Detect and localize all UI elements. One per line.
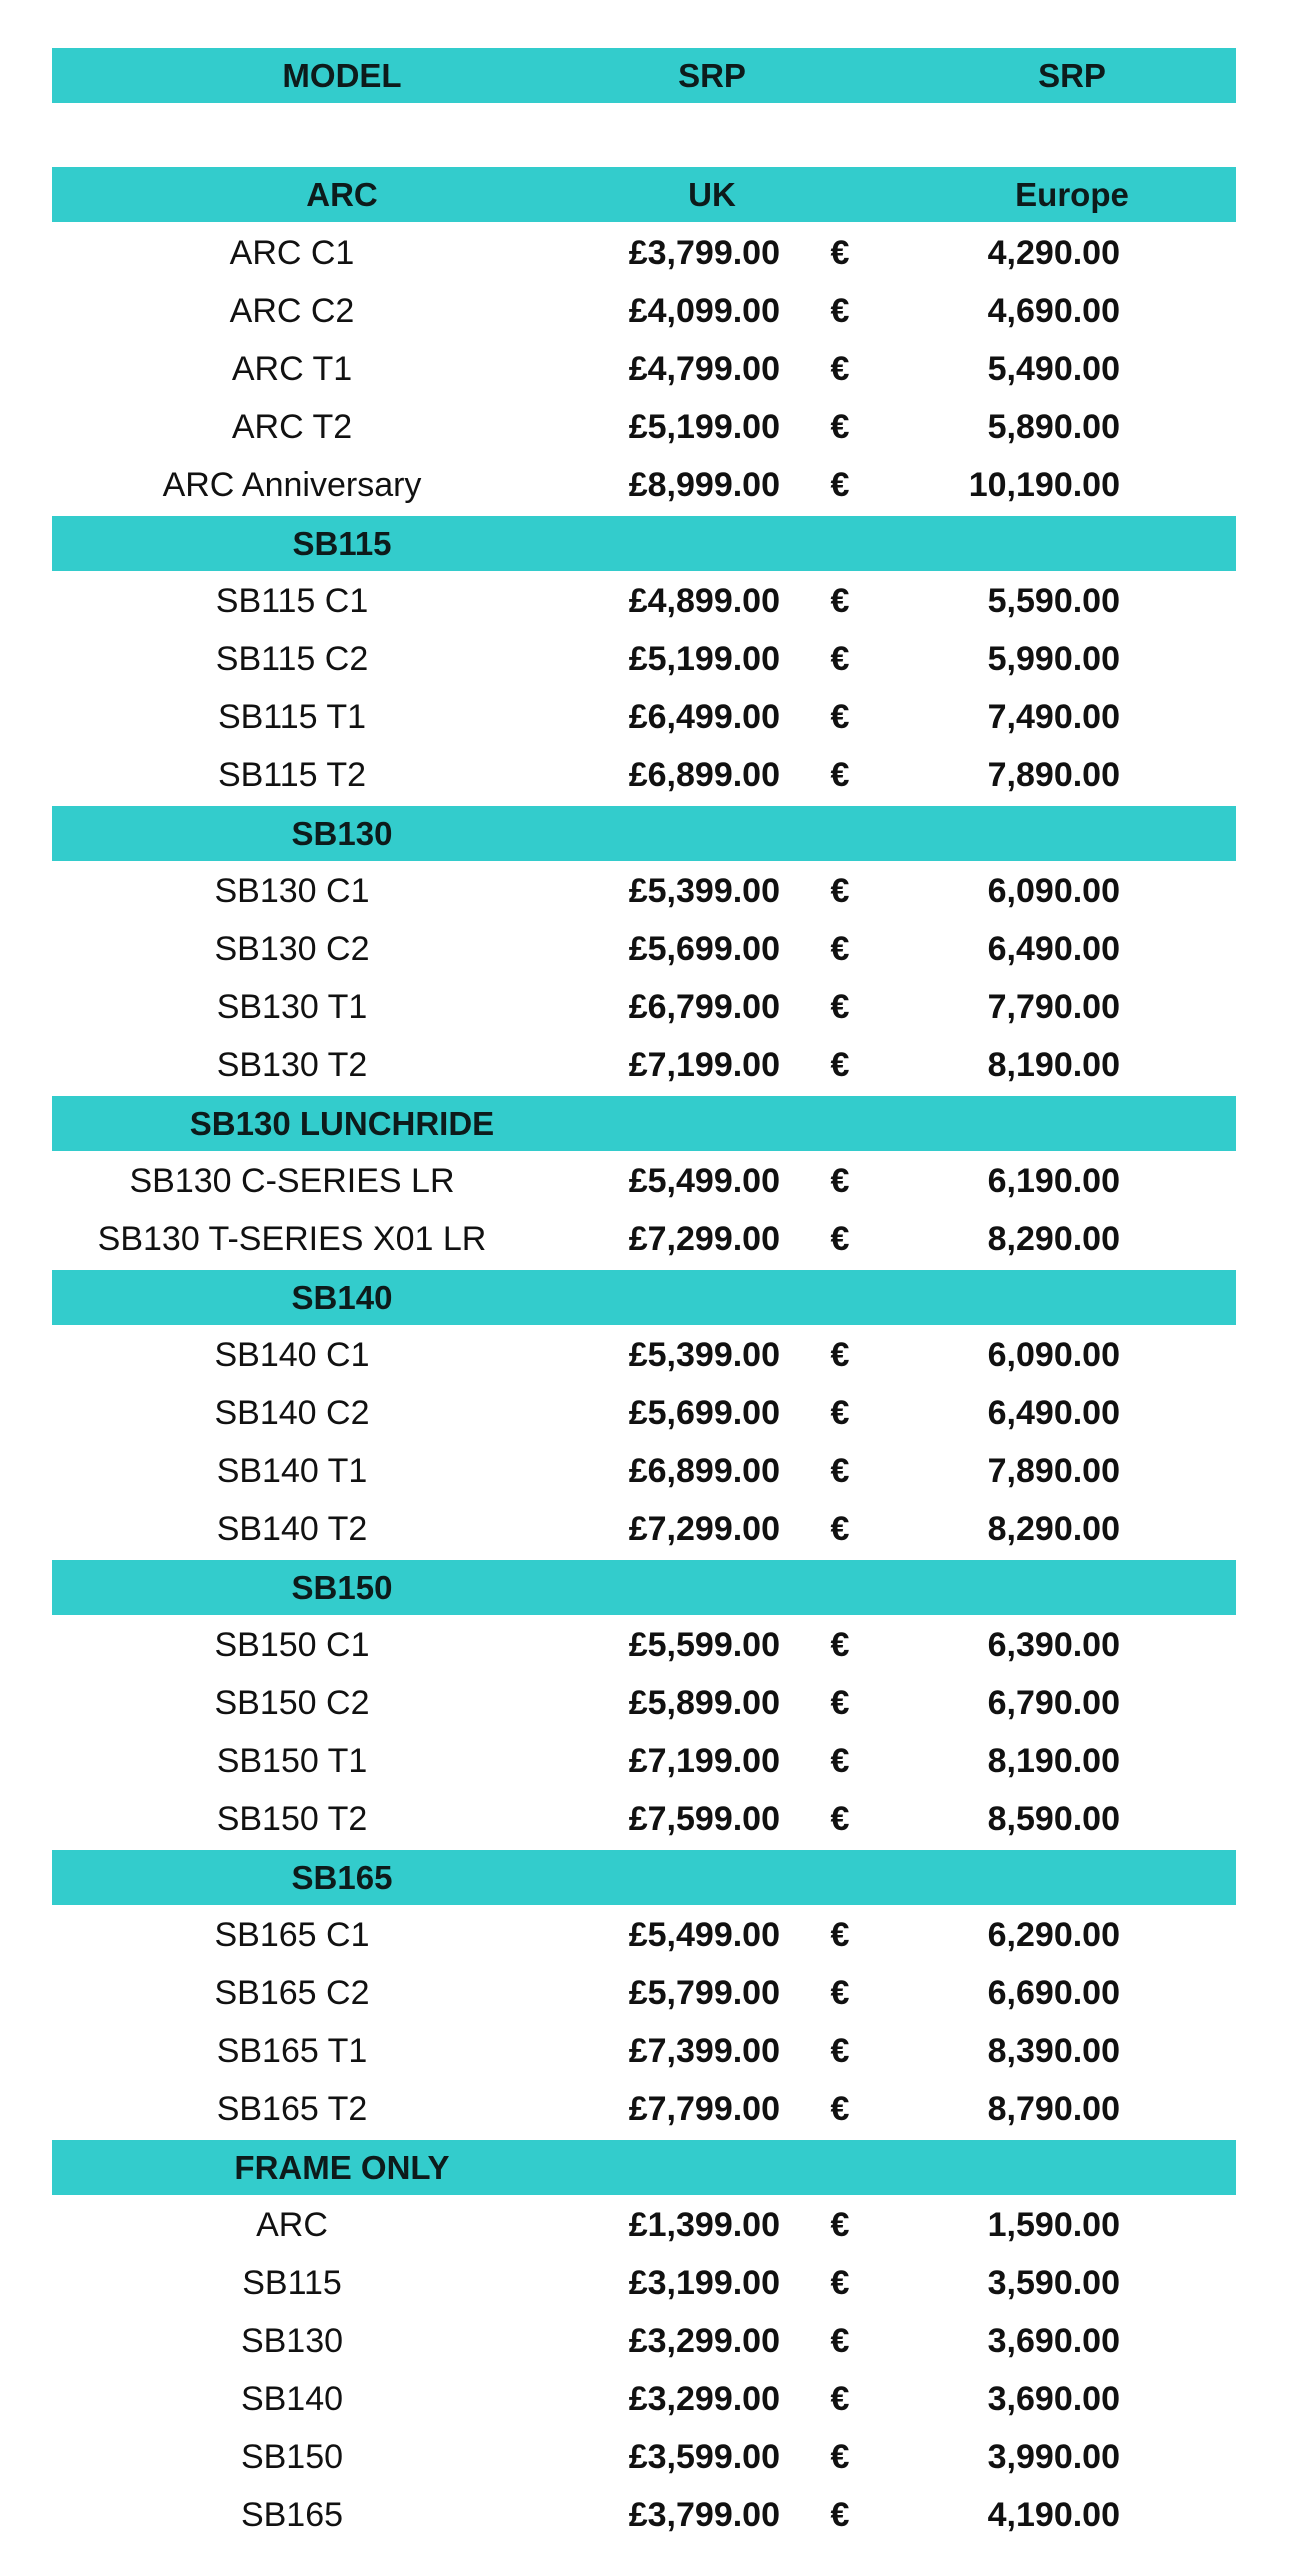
price-uk: £4,899.00 (628, 581, 780, 620)
header-model: MODEL (282, 56, 402, 94)
table-row (0, 2428, 1300, 2486)
table-row (0, 1906, 1300, 1964)
subheader-uk: UK (688, 175, 736, 213)
model-name: ARC C2 (229, 291, 355, 330)
table-row (0, 1036, 1300, 1094)
euro-symbol: € (830, 1335, 850, 1374)
model-name: SB150 T1 (216, 1741, 368, 1780)
model-name: ARC (256, 2205, 328, 2244)
euro-symbol: € (830, 1509, 850, 1548)
model-name: SB130 T1 (216, 987, 368, 1026)
price-uk: £4,099.00 (628, 291, 780, 330)
table-row (0, 2254, 1300, 2312)
euro-symbol: € (830, 697, 850, 736)
table-row (0, 2312, 1300, 2370)
price-europe: 1,590.00 (987, 2205, 1120, 2244)
price-uk: £5,499.00 (628, 1915, 780, 1954)
price-uk: £7,199.00 (628, 1741, 780, 1780)
euro-symbol: € (830, 2031, 850, 2070)
table-subheader-bar (52, 167, 1236, 222)
table-row (0, 1964, 1300, 2022)
model-name: SB130 C1 (214, 871, 370, 910)
table-row (0, 398, 1300, 456)
table-row (0, 1384, 1300, 1442)
price-uk: £5,199.00 (628, 639, 780, 678)
table-row (0, 1210, 1300, 1268)
model-name: ARC C1 (229, 233, 355, 272)
price-europe: 10,190.00 (968, 465, 1120, 504)
price-europe: 8,190.00 (987, 1045, 1120, 1084)
table-row (0, 862, 1300, 920)
table-row (0, 282, 1300, 340)
table-row (0, 572, 1300, 630)
price-europe: 6,190.00 (987, 1161, 1120, 1200)
table-row (0, 2080, 1300, 2138)
model-name: ARC T1 (231, 349, 353, 388)
table-row (0, 978, 1300, 1036)
price-europe: 7,790.00 (987, 987, 1120, 1026)
euro-symbol: € (830, 465, 850, 504)
header-srp-uk: SRP (678, 56, 746, 94)
euro-symbol: € (830, 1625, 850, 1664)
price-europe: 4,190.00 (987, 2495, 1120, 2534)
euro-symbol: € (830, 1683, 850, 1722)
table-row (0, 1732, 1300, 1790)
table-row (0, 2370, 1300, 2428)
price-europe: 8,390.00 (987, 2031, 1120, 2070)
price-europe: 4,690.00 (987, 291, 1120, 330)
price-uk: £5,499.00 (628, 1161, 780, 1200)
price-europe: 7,490.00 (987, 697, 1120, 736)
table-row (0, 1442, 1300, 1500)
model-name: SB140 T2 (216, 1509, 368, 1548)
price-europe: 3,990.00 (987, 2437, 1120, 2476)
price-europe: 5,890.00 (987, 407, 1120, 446)
euro-symbol: € (830, 987, 850, 1026)
section-header-bar (52, 516, 1236, 571)
price-europe: 8,290.00 (987, 1219, 1120, 1258)
euro-symbol: € (830, 2263, 850, 2302)
euro-symbol: € (830, 407, 850, 446)
price-uk: £6,899.00 (628, 1451, 780, 1490)
price-uk: £5,799.00 (628, 1973, 780, 2012)
price-uk: £4,799.00 (628, 349, 780, 388)
table-row (0, 1790, 1300, 1848)
price-europe: 6,790.00 (987, 1683, 1120, 1722)
price-europe: 6,390.00 (987, 1625, 1120, 1664)
model-name: SB150 C1 (214, 1625, 370, 1664)
price-europe: 7,890.00 (987, 755, 1120, 794)
model-name: SB165 C2 (214, 1973, 370, 2012)
euro-symbol: € (830, 755, 850, 794)
price-uk: £8,999.00 (628, 465, 780, 504)
euro-symbol: € (830, 1741, 850, 1780)
price-uk: £3,599.00 (628, 2437, 780, 2476)
price-uk: £7,299.00 (628, 1509, 780, 1548)
euro-symbol: € (830, 1915, 850, 1954)
table-row (0, 224, 1300, 282)
model-name: SB130 T2 (216, 1045, 368, 1084)
euro-symbol: € (830, 2321, 850, 2360)
model-name: SB165 (240, 2495, 344, 2534)
price-europe: 6,690.00 (987, 1973, 1120, 2012)
model-name: SB130 T-SERIES X01 LR (97, 1219, 487, 1258)
model-name: SB165 T2 (216, 2089, 368, 2128)
section-title: SB130 (291, 814, 393, 852)
price-uk: £5,399.00 (628, 871, 780, 910)
price-europe: 3,690.00 (987, 2321, 1120, 2360)
section-header-bar (52, 2140, 1236, 2195)
euro-symbol: € (830, 233, 850, 272)
price-uk: £3,299.00 (628, 2321, 780, 2360)
model-name: SB115 T1 (217, 697, 367, 736)
euro-symbol: € (830, 1393, 850, 1432)
table-row (0, 1326, 1300, 1384)
section-title: FRAME ONLY (234, 2148, 450, 2186)
model-name: SB115 C1 (215, 581, 369, 620)
price-uk: £5,699.00 (628, 1393, 780, 1432)
section-title: SB130 LUNCHRIDE (189, 1104, 495, 1142)
price-europe: 3,690.00 (987, 2379, 1120, 2418)
euro-symbol: € (830, 2205, 850, 2244)
price-europe: 7,890.00 (987, 1451, 1120, 1490)
price-europe: 8,790.00 (987, 2089, 1120, 2128)
model-name: SB150 C2 (214, 1683, 370, 1722)
header-srp-eu: SRP (1038, 56, 1106, 94)
price-uk: £7,599.00 (628, 1799, 780, 1838)
price-europe: 3,590.00 (987, 2263, 1120, 2302)
table-row (0, 2022, 1300, 2080)
price-uk: £6,799.00 (628, 987, 780, 1026)
section-title: SB115 (292, 524, 392, 562)
euro-symbol: € (830, 2495, 850, 2534)
euro-symbol: € (830, 581, 850, 620)
price-uk: £5,199.00 (628, 407, 780, 446)
section-title: SB165 (291, 1858, 393, 1896)
euro-symbol: € (830, 1219, 850, 1258)
price-europe: 6,090.00 (987, 1335, 1120, 1374)
table-header-bar (52, 48, 1236, 103)
price-uk: £3,799.00 (628, 2495, 780, 2534)
section-header-bar (52, 1270, 1236, 1325)
model-name: SB140 C1 (214, 1335, 370, 1374)
price-europe: 8,290.00 (987, 1509, 1120, 1548)
subheader-model: ARC (306, 175, 378, 213)
price-europe: 6,290.00 (987, 1915, 1120, 1954)
euro-symbol: € (830, 291, 850, 330)
price-uk: £7,399.00 (628, 2031, 780, 2070)
model-name: SB150 T2 (216, 1799, 368, 1838)
price-uk: £6,499.00 (628, 697, 780, 736)
price-europe: 6,490.00 (987, 1393, 1120, 1432)
price-uk: £5,399.00 (628, 1335, 780, 1374)
euro-symbol: € (830, 639, 850, 678)
price-europe: 5,490.00 (987, 349, 1120, 388)
euro-symbol: € (830, 871, 850, 910)
price-uk: £3,199.00 (628, 2263, 780, 2302)
model-name: SB165 T1 (216, 2031, 368, 2070)
section-title: SB150 (291, 1568, 393, 1606)
price-uk: £6,899.00 (628, 755, 780, 794)
euro-symbol: € (830, 929, 850, 968)
euro-symbol: € (830, 2089, 850, 2128)
model-name: SB140 C2 (214, 1393, 370, 1432)
model-name: SB150 (240, 2437, 344, 2476)
table-row (0, 746, 1300, 804)
table-row (0, 2486, 1300, 2544)
euro-symbol: € (830, 1973, 850, 2012)
table-row (0, 1616, 1300, 1674)
model-name: SB140 (240, 2379, 344, 2418)
table-row (0, 456, 1300, 514)
price-europe: 4,290.00 (987, 233, 1120, 272)
model-name: SB140 T1 (216, 1451, 368, 1490)
price-uk: £5,899.00 (628, 1683, 780, 1722)
euro-symbol: € (830, 1451, 850, 1490)
model-name: SB115 T2 (217, 755, 367, 794)
price-uk: £5,599.00 (628, 1625, 780, 1664)
model-name: SB130 C-SERIES LR (129, 1161, 455, 1200)
model-name: SB130 C2 (214, 929, 370, 968)
price-uk: £7,299.00 (628, 1219, 780, 1258)
price-uk: £1,399.00 (628, 2205, 780, 2244)
section-header-bar (52, 806, 1236, 861)
euro-symbol: € (830, 2437, 850, 2476)
section-header-bar (52, 1850, 1236, 1905)
price-uk: £5,699.00 (628, 929, 780, 968)
price-europe: 6,490.00 (987, 929, 1120, 968)
price-uk: £3,299.00 (628, 2379, 780, 2418)
section-header-bar (52, 1560, 1236, 1615)
table-row (0, 630, 1300, 688)
price-europe: 5,990.00 (987, 639, 1120, 678)
model-name: ARC Anniversary (162, 465, 422, 504)
table-row (0, 1152, 1300, 1210)
section-header-bar (52, 1096, 1236, 1151)
euro-symbol: € (830, 349, 850, 388)
subheader-eu: Europe (1015, 175, 1129, 213)
price-uk: £7,799.00 (628, 2089, 780, 2128)
price-europe: 8,190.00 (987, 1741, 1120, 1780)
euro-symbol: € (830, 1799, 850, 1838)
price-europe: 8,590.00 (987, 1799, 1120, 1838)
price-uk: £7,199.00 (628, 1045, 780, 1084)
table-row (0, 920, 1300, 978)
price-uk: £3,799.00 (628, 233, 780, 272)
model-name: SB115 (242, 2263, 342, 2302)
euro-symbol: € (830, 1161, 850, 1200)
euro-symbol: € (830, 2379, 850, 2418)
price-europe: 6,090.00 (987, 871, 1120, 910)
table-row (0, 340, 1300, 398)
model-name: SB165 C1 (214, 1915, 370, 1954)
model-name: SB130 (240, 2321, 344, 2360)
table-row (0, 688, 1300, 746)
model-name: ARC T2 (231, 407, 353, 446)
model-name: SB115 C2 (215, 639, 369, 678)
euro-symbol: € (830, 1045, 850, 1084)
table-row (0, 1500, 1300, 1558)
price-europe: 5,590.00 (987, 581, 1120, 620)
section-title: SB140 (291, 1278, 393, 1316)
table-row (0, 2196, 1300, 2254)
table-row (0, 1674, 1300, 1732)
